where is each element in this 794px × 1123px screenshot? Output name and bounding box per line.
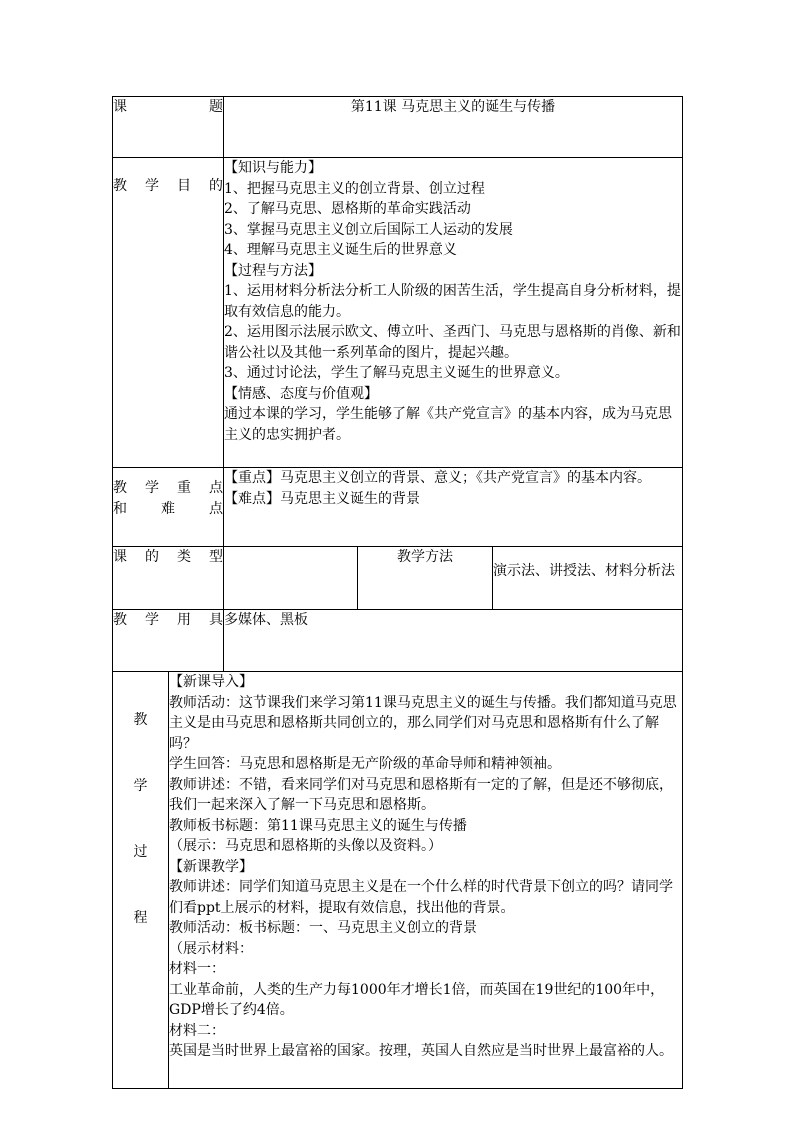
objective-line: 4、理解马克思主义诞生后的世界意义 xyxy=(224,242,457,258)
process-line: 【新课教学】 xyxy=(169,858,253,875)
objective-line: 1、把握马克思主义的创立背景、创立过程 xyxy=(224,180,485,197)
key-points-content xyxy=(224,468,683,547)
objective-line: 通过本课的学习，学生能够了解《共产党宣言》的基本内容，成为马克思主义的忠实拥护者。 xyxy=(224,406,672,443)
objective-line: 3、通过讨论法，学生了解马克思主义诞生的世界意义。 xyxy=(224,365,569,381)
objective-line: 3、掌握马克思主义创立后国际工人运动的发展 xyxy=(224,221,513,238)
process-line: 学生回答：马克思和恩格斯是无产阶级的革命导师和精神领袖。 xyxy=(169,756,561,772)
row-title xyxy=(113,97,683,158)
process-label-char: 程 xyxy=(133,910,148,926)
lesson-type-label: 课的类型 xyxy=(113,547,224,610)
objective-line: 【过程与方法】 xyxy=(224,262,322,279)
process-line: 教师活动：板书标题：一、马克思主义创立的背景 xyxy=(169,920,477,936)
process-line: 材料二： xyxy=(169,1022,225,1039)
key-point-line: 【重点】马克思主义创立的背景、意义；《共产党宣言》的基本内容。 xyxy=(224,470,651,486)
process-label-char: 过 xyxy=(133,844,148,860)
objective-line: 1、运用材料分析法分析工人阶级的困苦生活，学生提高自身分析材料，提取有效信息的能力。 xyxy=(224,283,681,320)
row-key-points xyxy=(113,468,683,547)
row-lesson-type xyxy=(113,547,683,610)
process-line: 教师讲述：不错，看来同学们对马克思和恩格斯有一定的了解，但是还不够彻底，我们一起来深入了解一下马克思和恩格斯。 xyxy=(169,776,673,813)
objective-line: 2、了解马克思、恩格斯的革命实践活动 xyxy=(224,201,471,217)
lesson-plan-table xyxy=(112,96,683,1089)
process-line: 英国是当时世界上最富裕的国家。按理，英国人自然应是当时世界上最富裕的人。 xyxy=(169,1043,673,1059)
process-line: （展示材料： xyxy=(169,940,253,957)
process-line: 教师板书标题：第11课马克思主义的诞生与传播 xyxy=(169,817,467,834)
lesson-title: 第11课 马克思主义的诞生与传播 xyxy=(224,97,683,158)
process-label-char: 学 xyxy=(133,778,148,794)
lesson-type-value xyxy=(224,547,358,610)
objective-line: 【知识与能力】 xyxy=(224,160,322,176)
row-objectives xyxy=(113,158,683,468)
process-line: （展示：马克思和恩格斯的头像以及资料。） xyxy=(169,838,442,854)
process-content xyxy=(169,672,683,1089)
tools-label: 教学用具 xyxy=(113,610,224,672)
title-label: 课 题 xyxy=(113,97,224,158)
method-value: 演示法、讲授法、材料分析法 xyxy=(493,547,683,610)
objectives-content xyxy=(224,158,683,468)
process-line: 工业革命前，人类的生产力每1000年才增长1倍，而英国在19世纪的100年中，GDP增长了约4倍。 xyxy=(169,981,665,1018)
tools-value: 多媒体、黑板 xyxy=(224,610,683,672)
key-points-label-line1: 教学重点 xyxy=(113,480,223,496)
process-label xyxy=(113,672,169,1089)
key-points-label xyxy=(113,468,224,547)
row-process xyxy=(113,672,683,1089)
process-line: 【新课导入】 xyxy=(169,674,253,690)
objectives-label: 教学目的 xyxy=(113,158,224,468)
process-line: 教师活动：这节课我们来学习第11课马克思主义的诞生与传播。我们都知道马克思主义是由马克思和恩格斯共同创立的，那么同学们对马克思和恩格斯有什么了解吗？ xyxy=(169,694,677,752)
row-tools xyxy=(113,610,683,672)
key-points-label-line2: 和 难 点 xyxy=(113,501,223,517)
objective-line: 【情感、态度与价值观】 xyxy=(224,385,378,402)
key-point-line: 【难点】马克思主义诞生的背景 xyxy=(224,490,420,507)
method-label: 教学方法 xyxy=(358,547,493,610)
process-line: 材料一： xyxy=(169,961,225,977)
process-line: 教师讲述：同学们知道马克思主义是在一个什么样的时代背景下创立的吗？请同学们看ppt上展示的材料，提取有效信息，找出他的背景。 xyxy=(169,879,673,916)
process-label-char: 教 xyxy=(133,712,148,728)
objective-line: 2、运用图示法展示欧文、傅立叶、圣西门、马克思与恩格斯的肖像、新和谐公社以及其他一系列革命的图片，提起兴趣。 xyxy=(224,324,681,361)
